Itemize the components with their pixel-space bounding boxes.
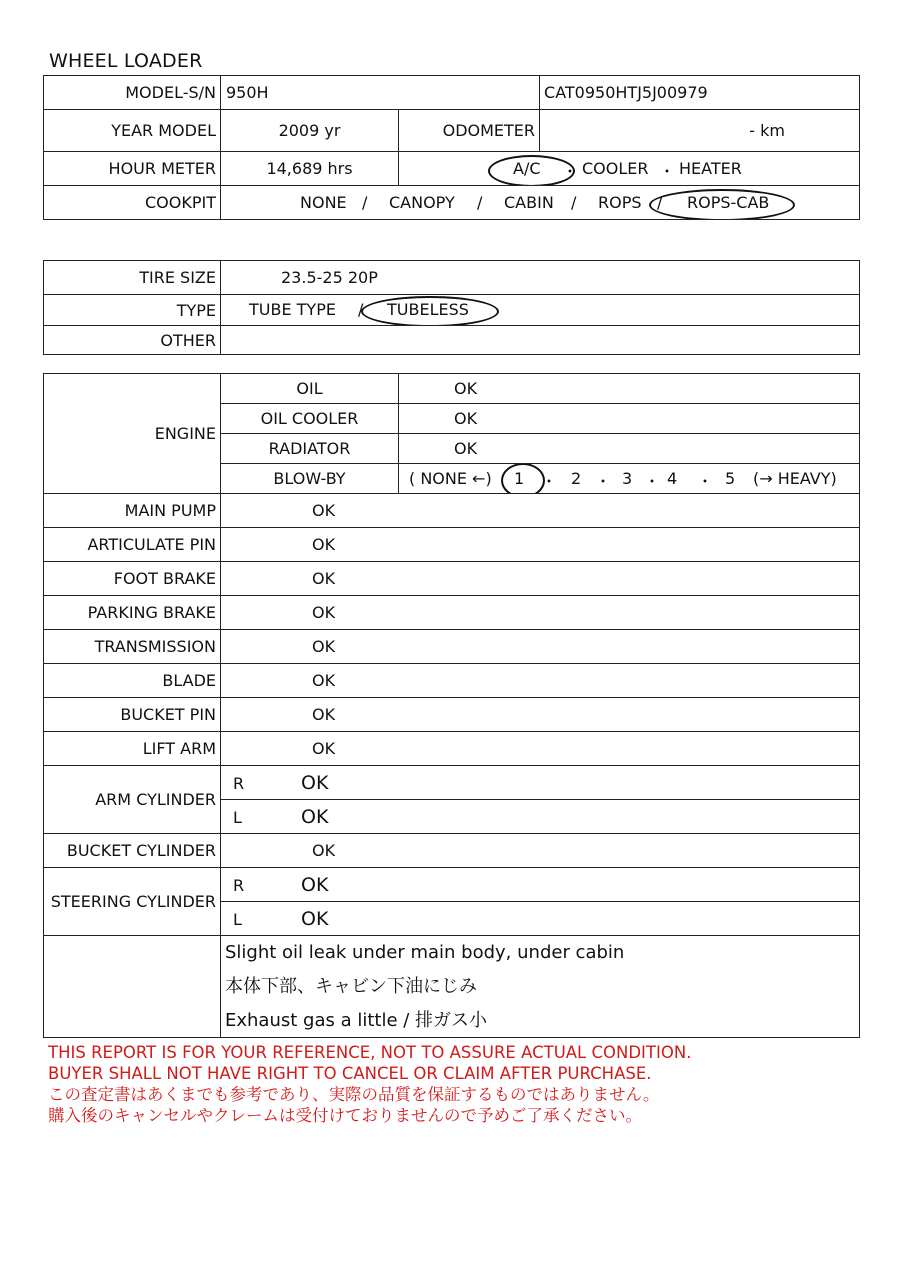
tire-type-options (221, 295, 860, 326)
odometer-value: - km (540, 110, 860, 152)
check-value-foot-brake: OK (221, 562, 860, 596)
aircon-options (399, 152, 860, 186)
radiator-value: OK (399, 434, 860, 464)
steering-cylinder-label: STEERING CYLINDER (44, 868, 221, 936)
oil-cooler-value: OK (399, 404, 860, 434)
bucket-cylinder-value: OK (221, 834, 860, 868)
cockpit-option-none: NONE (300, 192, 347, 212)
check-value-parking-brake: OK (221, 596, 860, 630)
tire-table (43, 260, 860, 355)
blowby-label: BLOW-BY (221, 464, 399, 494)
check-label-lift-arm: LIFT ARM (44, 732, 221, 766)
blowby-heavy-label: (→ HEAVY) (753, 468, 837, 488)
machine-info-table (43, 75, 860, 220)
check-value-blade: OK (221, 664, 860, 698)
tire-type-label: TYPE (44, 295, 221, 326)
year-model-label: YEAR MODEL (44, 110, 221, 152)
note-line-1: Slight oil leak under main body, under cabin (225, 942, 625, 963)
aircon-option-heater: HEATER (679, 158, 742, 178)
serial-number: CAT0950HTJ5J00979 (540, 76, 860, 110)
aircon-option-ac: A/C (513, 158, 541, 178)
blowby-level-4: 4 (667, 468, 678, 488)
tire-type-separator: / (358, 300, 364, 319)
arm-cylinder-right (221, 766, 860, 800)
model-value: 950H (221, 76, 540, 110)
blowby-scale (399, 464, 860, 494)
model-sn-label: MODEL-S/N (44, 76, 221, 110)
blowby-none-label: ( NONE ←) (409, 468, 492, 488)
cockpit-separator: / (477, 192, 483, 212)
check-label-main-pump: MAIN PUMP (44, 494, 221, 528)
cockpit-option-cabin: CABIN (504, 192, 554, 212)
blowby-separator: ・ (595, 471, 612, 491)
tire-size-label: TIRE SIZE (44, 261, 221, 295)
steering-cylinder-l-label: L (233, 909, 242, 929)
arm-cylinder-r-value: OK (301, 771, 329, 794)
arm-cylinder-left (221, 800, 860, 834)
check-value-bucket-pin: OK (221, 698, 860, 732)
check-value-articulate-pin: OK (221, 528, 860, 562)
bucket-cylinder-label: BUCKET CYLINDER (44, 834, 221, 868)
notes-cell (221, 936, 860, 1038)
check-label-bucket-pin: BUCKET PIN (44, 698, 221, 732)
blowby-separator: ・ (644, 471, 661, 491)
cockpit-option-rops: ROPS (598, 192, 642, 212)
tire-size-value: 23.5-25 20P (221, 261, 860, 295)
note-line-3: Exhaust gas a little / 排ガス小 (225, 1010, 488, 1031)
arm-cylinder-l-label: L (233, 807, 242, 827)
disclaimer-line-3: この査定書はあくまでも参考であり、実際の品質を保証するものではありません。 (48, 1085, 660, 1104)
check-label-articulate-pin: ARTICULATE PIN (44, 528, 221, 562)
arm-cylinder-r-label: R (233, 773, 245, 793)
tire-type-tube: TUBE TYPE (249, 300, 336, 319)
steering-cylinder-l-value: OK (301, 907, 329, 930)
cockpit-separator: / (362, 192, 368, 212)
year-value: 2009 yr (221, 110, 399, 152)
aircon-option-cooler: COOLER (582, 158, 649, 178)
check-value-transmission: OK (221, 630, 860, 664)
check-label-transmission: TRANSMISSION (44, 630, 221, 664)
disclaimer (48, 1042, 691, 1126)
oil-value: OK (399, 374, 860, 404)
cockpit-separator: / (571, 192, 577, 212)
disclaimer-line-2: BUYER SHALL NOT HAVE RIGHT TO CANCEL OR CLAIM AFTER PURCHASE. (48, 1064, 652, 1083)
aircon-separator: ・ (659, 161, 676, 181)
radiator-label: RADIATOR (221, 434, 399, 464)
steering-cylinder-right (221, 868, 860, 902)
blowby-level-2: 2 (571, 468, 582, 488)
steering-cylinder-r-value: OK (301, 873, 329, 896)
check-value-main-pump: OK (221, 494, 860, 528)
cockpit-options (221, 186, 860, 220)
cockpit-option-rops-cab: ROPS-CAB (687, 192, 770, 212)
hours-value: 14,689 hrs (221, 152, 399, 186)
cockpit-label: COOKPIT (44, 186, 221, 220)
aircon-separator: ・ (562, 161, 579, 181)
blowby-separator: ・ (541, 471, 558, 491)
disclaimer-line-1: THIS REPORT IS FOR YOUR REFERENCE, NOT TO ASSURE ACTUAL CONDITION. (48, 1043, 692, 1062)
blowby-level-1: 1 (514, 468, 525, 488)
note-line-2: 本体下部、キャビン下油にじみ (225, 976, 477, 997)
arm-cylinder-label: ARM CYLINDER (44, 766, 221, 834)
steering-cylinder-r-label: R (233, 875, 245, 895)
check-value-lift-arm: OK (221, 732, 860, 766)
notes-label-cell (44, 936, 221, 1038)
oil-label: OIL (221, 374, 399, 404)
tire-type-tubeless: TUBELESS (387, 300, 469, 319)
blowby-separator: ・ (697, 471, 714, 491)
disclaimer-line-4: 購入後のキャンセルやクレームは受付けておりませんので予めご了承ください。 (48, 1106, 642, 1125)
steering-cylinder-left (221, 902, 860, 936)
document-title: WHEEL LOADER (49, 50, 203, 72)
cockpit-option-canopy: CANOPY (389, 192, 455, 212)
check-label-parking-brake: PARKING BRAKE (44, 596, 221, 630)
odometer-label: ODOMETER (399, 110, 540, 152)
engine-label: ENGINE (44, 374, 221, 494)
check-label-foot-brake: FOOT BRAKE (44, 562, 221, 596)
hour-meter-label: HOUR METER (44, 152, 221, 186)
tire-other-value (221, 326, 860, 355)
oil-cooler-label: OIL COOLER (221, 404, 399, 434)
tire-other-label: OTHER (44, 326, 221, 355)
blowby-level-5: 5 (725, 468, 736, 488)
blowby-level-3: 3 (622, 468, 633, 488)
check-label-blade: BLADE (44, 664, 221, 698)
inspection-table (43, 373, 860, 1038)
arm-cylinder-l-value: OK (301, 805, 329, 828)
cockpit-separator: / (657, 192, 663, 212)
